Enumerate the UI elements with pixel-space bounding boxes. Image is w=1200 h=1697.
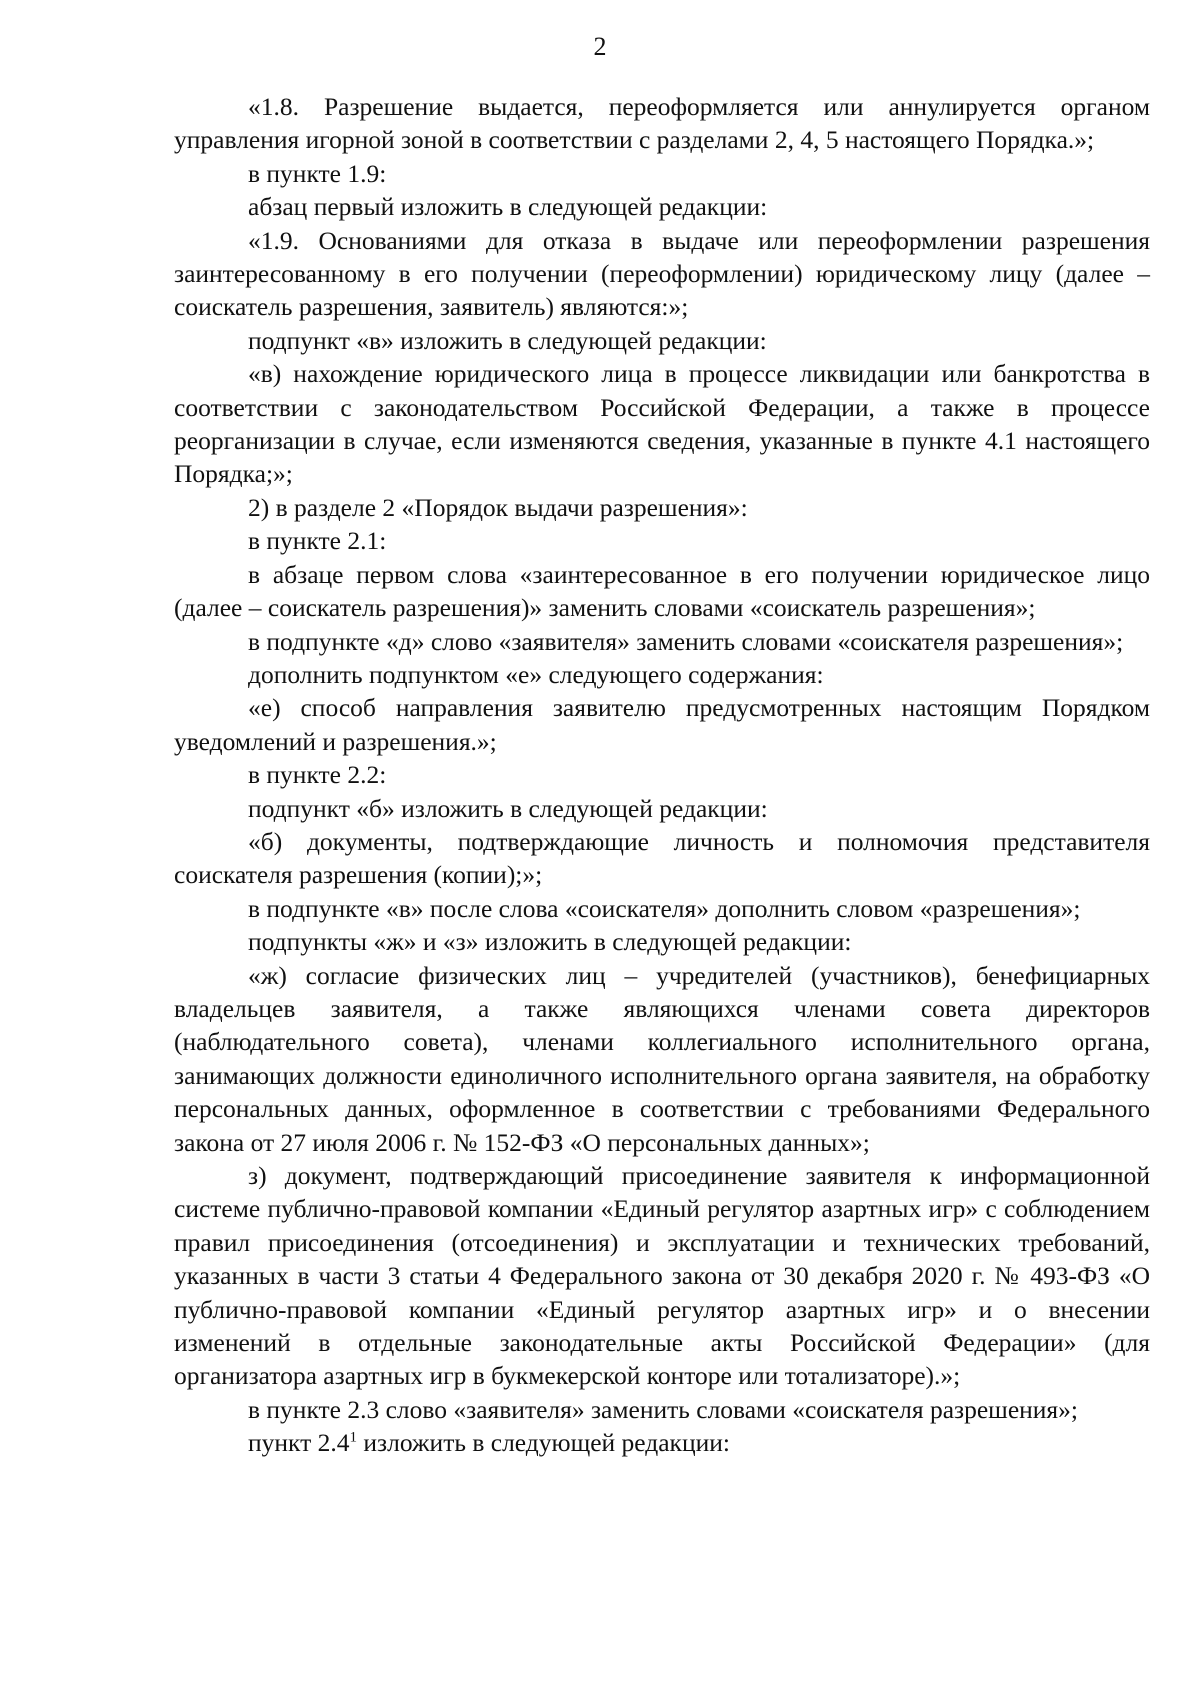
paragraph: з) документ, подтверждающий присоединение заявителя к информационной системе публично-правовой компании «Единый регулятор азартных игр» с соблюдением правил присоединения (отсоединения) и эксплуатации и технических требований, указанных в части 3 статьи 4 Федерального закона от 30 декабря 2020 г. № 493-ФЗ «О публично-правовой компании «Единый регулятор азартных игр» и о внесении изменений в отдельные законодательные акты Российской Федерации» (для организатора азартных игр в букмекерской конторе или тотализаторе).»; [174, 1161, 1150, 1391]
paragraph: «1.9. Основаниями для отказа в выдаче или переоформлении разрешения заинтересованному в его получении (переоформлении) юридическому лицу (далее – соискатель разрешения, заявитель) являются:»; [174, 225, 1150, 322]
paragraph: «ж) согласие физических лиц – учредителей (участников), бенефициарных владельцев заявителя, а также являющихся членами совета директоров (наблюдательного совета), членами коллегиального исполнительного органа, занимающих должности единоличного исполнительного органа заявителя, на обработку персональных данных, оформленное в соответствии с требованиями Федерального закона от 27 июля 2006 г. № 152-ФЗ «О персональных данных»; [174, 960, 1150, 1157]
last-line-before: пункт 2.4 [248, 1428, 350, 1458]
paragraph: дополнить подпунктом «е» следующего содержания: [248, 659, 824, 689]
paragraph: в подпункте «д» слово «заявителя» заменить словами «соискателя разрешения»; [248, 626, 1124, 656]
paragraph: «б) документы, подтверждающие личность и полномочия представителя соискателя разрешения (копии);»; [174, 826, 1150, 890]
superscript: 1 [349, 1429, 357, 1446]
paragraph: в пункте 1.9: [248, 158, 387, 188]
last-line-after: изложить в следующей редакции: [357, 1428, 730, 1458]
page-number: 2 [593, 32, 607, 61]
paragraph: в пункте 2.3 слово «заявителя» заменить словами «соискателя разрешения»; [248, 1394, 1078, 1424]
paragraph: «в) нахождение юридического лица в процессе ликвидации или банкротства в соответствии с законодательством Российской Федерации, а также в процессе реорганизации в случае, если изменяются сведения, указанные в пункте 4.1 настоящего Порядка;»; [174, 359, 1150, 489]
document-body [174, 90, 1150, 1460]
paragraph: в пункте 2.1: [248, 526, 387, 556]
paragraph: «1.8. Разрешение выдается, переоформляется или аннулируется органом управления игорной зоной в соответствии с разделами 2, 4, 5 настоящего Порядка.»; [174, 92, 1150, 155]
paragraph: «е) способ направления заявителю предусмотренных настоящим Порядком уведомлений и разрешения.»; [174, 693, 1150, 756]
paragraph: в абзаце первом слова «заинтересованное в его получении юридическое лицо (далее – соискатель разрешения)» заменить словами «соискатель разрешения»; [174, 559, 1150, 623]
paragraph: подпункт «б» изложить в следующей редакции: [248, 793, 768, 823]
paragraph: абзац первый изложить в следующей редакции: [248, 192, 768, 222]
paragraph-last [174, 1426, 1150, 1459]
paragraph: подпункт «в» изложить в следующей редакции: [248, 325, 767, 355]
paragraph: подпункты «ж» и «з» изложить в следующей редакции: [248, 927, 852, 957]
paragraph: 2) в разделе 2 «Порядок выдачи разрешения»: [248, 492, 748, 522]
paragraph: в подпункте «в» после слова «соискателя» дополнить словом «разрешения»; [248, 893, 1081, 923]
paragraph: в пункте 2.2: [248, 760, 387, 790]
